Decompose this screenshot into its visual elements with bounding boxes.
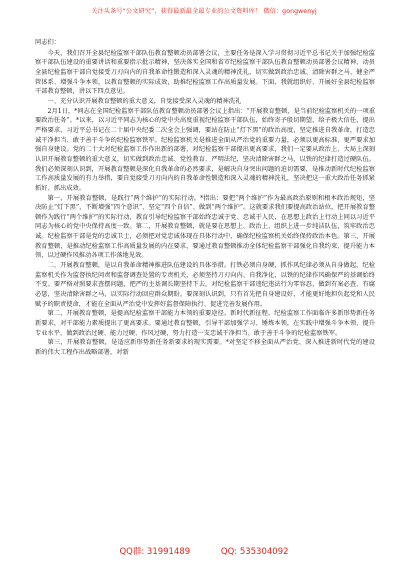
section-heading: 一、充分认识开展教育整顿的重大意义，自觉接受深入灵魂的精神洗礼 (47, 97, 242, 105)
paragraph: 今天，我们召开全县纪检监察干部队伍教育整顿动员部署会议，主要任务是深入学习贯彻习近平总书记关于加强纪检监察干部队伍建设的重要讲话和重要指示批示精神，坚决落实全国和省市纪检监察干部队伍教育整顿动员部署会议精神，动员全县纪检监察干部自觉接受刀刃向内的自我革命性锻造和深入灵魂的精神洗礼，切实做到政治忠诚、清除害群之马、健全严管体系、增强斗争本领，以教育整顿的实际成效，助推纪检监察工作高质量发展。下面，我就组织好、开展好全县纪检监察干部教育整顿，讲以下四点意见。 (35, 49, 375, 96)
paragraph: 2月1日，*同志在全国纪检监察干部队伍教育整顿动员部署会议上指出：“开展教育整顿，是当前纪检监察机关的一项重要政治任务”。*以来，以习近平同志为核心的党中央高度重视纪检监察干部队伍，始终寄予殷切期望，给予极大信任，提出严格要求，习近平总书记在二十届中央纪委二次全会上强调，要站在防止“灯下黑”的政治高度，坚定推进自我革命，打造忠诚干净担当、敢于善于斗争的纪检监察铁军。纪检监察机关是推进全面从严治党的重要力量，必须以更高标准、更严要求加强自身建设。党的二十大对纪检监察工作作出新的部署，对纪检监察干部提出更高要求，我们一定要从政治上、大局上深刻认识开展教育整顿的重大意义，切实做到政治忠诚、党性教育、严明法纪，坚决清除害群之马，以铁的纪律打造过硬队伍。我们必须深刻认识到，开展教育整顿是深化自我革命的必然要求，是解决自身突出问题的迫切需要，是推动新时代纪检监察工作高质量发展的有力举措，要自觉接受刀刃向内的自我革命性锻造和深入灵魂的精神洗礼，坚决把这一重大政治任务抓紧抓好、抓出成效。 (35, 107, 375, 192)
paragraph: 第二，开展教育整顿，是提高纪检监察干部能力本领的重要途径。新时代新征程，纪检监察工作面临许多新形势新任务新要求，对干部能力素质提出了更高要求。要通过教育整顿，引导干部加强学习、锤炼本领，在实践中增强斗争本领、提升专业水平，做到政治过硬、能力过硬、作风过硬，努力打造一支忠诚干净担当、敢于善于斗争的纪检监察铁军。 (35, 310, 375, 337)
promo-banner: 关注头条号“公文研究”，获得最新最全最专业的公文资料库！ 微信：gongwenyj (91, 8, 317, 15)
salutation: 同志们： (35, 39, 60, 46)
paragraph: 第一，开展教育整顿，是践行“两个维护”的实际行动。*指出：要把“两个维护”作为最高政治原则和根本政治规矩，坚决防止“灯下黑”，不断增强“四个意识”、坚定“四个自信”、做到“两个维护”。这就要求我们要提高政治站位，把开展教育整顿作为践行“两个维护”的实际行动，教育引导纪检监察干部始终忠诚于党、忠诚于人民，在思想上政治上行动上同以习近平同志为核心的党中央保持高度一致。第二，开展教育整顿，就是要在思想上、政治上、组织上进一步纯洁队伍，筑牢政治忠诚。纪检监察干部是党的忠诚卫士，必须把对党忠诚体现在具体行动中，确保纪检监察机关始终保持政治本色。第三，开展教育整顿，是推动纪检监察工作高质量发展的内在要求，要通过教育整顿推动全体纪检监察干部强化自我约束、提升能力本领，以过硬作风推动各项工作落地见效。 (35, 194, 375, 260)
document-body (35, 38, 375, 358)
paragraph: 第三，开展教育整顿，是适应新形势新任务新要求的现实需要。*对坚定不移全面从严治党、深入推进新时代党的建设新的伟大工程作出战略部署，对新 (35, 339, 375, 356)
contact-footer (0, 545, 408, 557)
qq-contact-text: QQ: 535304092 (220, 547, 289, 557)
qq-group-text: QQ群: 31991489 (119, 547, 191, 557)
paragraph: 二、开展教育整顿，是以自我革命精神推进队伍建设的具体举措。打铁必须自身硬，抓作风纪律必须从自身做起，纪检监察机关作为监督执纪问责和监督调查处置的专责机关，必须坚持刀刃向内、自我净化，以铁的纪律作风确保严的基调始终不变。要严格对照要求查摆问题，把严的主基调长期坚持下去，对纪检监察干部违纪违法行为零容忍，做到有案必查、有腐必惩，坚决清除害群之马，以实际行动回应群众期盼。要深刻认识到，只有首先把自身建设好，才能更好地担负起党和人民赋予的职责使命，才能在全面从严治党中发挥好监督保障执行、促进完善发展作用。 (35, 262, 375, 308)
